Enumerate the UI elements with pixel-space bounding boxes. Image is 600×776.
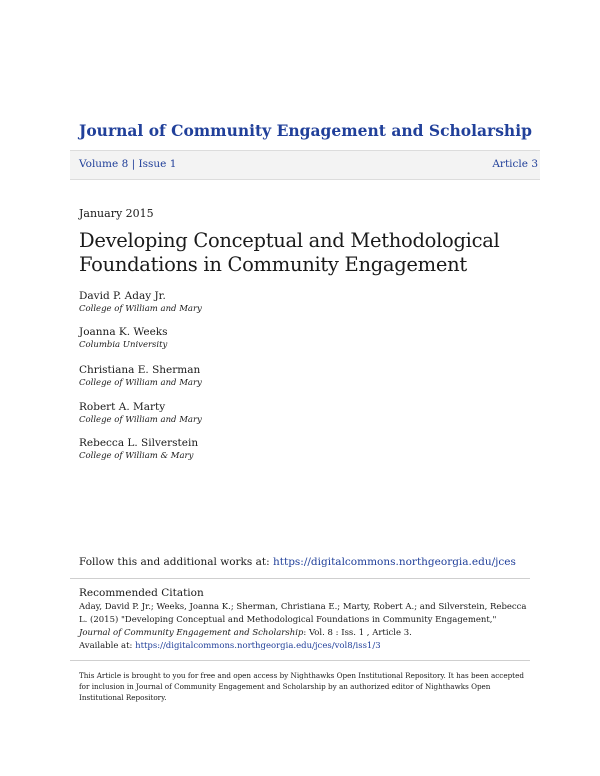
citation-heading: Recommended Citation bbox=[79, 587, 204, 599]
available-label: Available at: bbox=[79, 641, 136, 651]
author-name: David P. Aday Jr. bbox=[79, 290, 166, 302]
volume-issue-link[interactable]: Volume 8 | Issue 1 bbox=[79, 158, 177, 170]
author-block bbox=[79, 437, 198, 461]
author-affiliation: College of William and Mary bbox=[79, 415, 202, 425]
journal-title[interactable]: Journal of Community Engagement and Scholarship bbox=[79, 121, 532, 140]
author-affiliation: Columbia University bbox=[79, 340, 168, 350]
author-name: Joanna K. Weeks bbox=[79, 326, 168, 338]
article-url-link[interactable]: https://digitalcommons.northgeorgia.edu/jces/vol8/iss1/3 bbox=[135, 641, 381, 651]
divider bbox=[70, 660, 530, 661]
follow-text: Follow this and additional works at: bbox=[79, 556, 273, 568]
citation-journal: Journal of Community Engagement and Scholarship bbox=[79, 628, 304, 638]
divider bbox=[70, 578, 530, 579]
author-name: Robert A. Marty bbox=[79, 401, 166, 413]
author-block bbox=[79, 326, 168, 350]
author-block bbox=[79, 364, 202, 388]
author-block bbox=[79, 290, 202, 314]
publication-date: January 2015 bbox=[79, 207, 154, 220]
access-notice: This Article is brought to you for free and open access by Nighthawks Open Institutional Repository. It has been accepted for inclusion in Journal of Community Engagement and Scholarship by an authorized editor of Nighthawks Open Institutional Repository. bbox=[79, 671, 524, 702]
author-name: Christiana E. Sherman bbox=[79, 364, 201, 376]
author-affiliation: College of William and Mary bbox=[79, 304, 202, 314]
citation-text: Aday, David P. Jr.; Weeks, Joanna K.; Sherman, Christiana E.; Marty, Robert A.; and Silverstein, Rebecca L. (2015) "Developing Conceptual and Methodological Foundations in Community Engagement," bbox=[79, 602, 527, 625]
author-affiliation: College of William & Mary bbox=[79, 451, 194, 461]
citation-volume: : Vol. 8 : Iss. 1 , Article 3. bbox=[303, 628, 412, 638]
citation-body bbox=[79, 601, 529, 653]
follow-line bbox=[79, 556, 516, 568]
author-block bbox=[79, 401, 202, 425]
article-number-link[interactable]: Article 3 bbox=[492, 158, 538, 170]
repository-link[interactable]: https://digitalcommons.northgeorgia.edu/jces bbox=[273, 556, 516, 568]
article-title: Developing Conceptual and Methodological Foundations in Community Engagement bbox=[79, 229, 500, 276]
author-name: Rebecca L. Silverstein bbox=[79, 437, 199, 449]
author-affiliation: College of William and Mary bbox=[79, 378, 202, 388]
